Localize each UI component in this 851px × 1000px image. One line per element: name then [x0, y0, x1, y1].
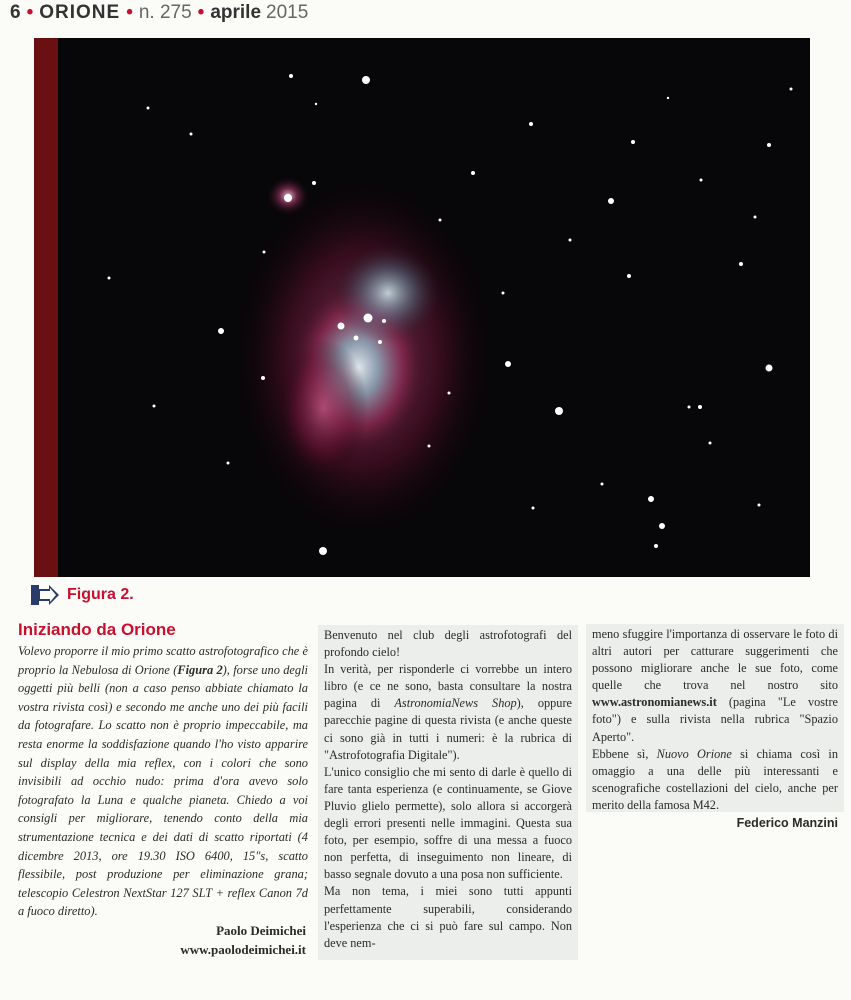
answer-paragraph: Ma non tema, i miei sono tutti appunti perfettamente superabili, considerando l'esperienza che ci si può fare sul campo. Non deve nem- [324, 884, 572, 950]
answer-text: (pagina "Le vostre foto") e sulla rivista nella rubrica "Spazio Aperto". [592, 695, 838, 744]
separator-dot: • [197, 2, 205, 23]
page-number: 6 [10, 2, 21, 23]
arrow-right-icon [31, 585, 59, 605]
separator-dot: • [26, 2, 34, 23]
letter-author: Paolo Deimichei [216, 922, 306, 938]
answer-paragraph [592, 626, 838, 746]
answer-column-2 [586, 624, 844, 831]
answer-text: Ebbene sì, [592, 746, 657, 761]
figure-caption-text: Figura 2. [67, 586, 134, 603]
issue-month: aprile [210, 2, 262, 23]
reader-letter [18, 620, 308, 959]
answer-text: meno sfuggire l'importanza di osservare le foto di altri autori per catturare suggerimenti che possono migliorare anche le sue foto, come quelle che trova nel nostro sito [592, 627, 838, 693]
letter-text-2: ), forse uno degli oggetti più belli (non a caso penso abbiate chiamato la vostra rivista così) e secondo me anche uno dei più facili da fotografare. Lo scatto non è proprio impeccabile, ma resta enorme la soddisfazione quando l'ho visto apparire sul display della mia reflex, con i colori che sono invisibili ad occhio nudo: prima d'ora avevo solo fotografato la Luna e qualche pianeta. Chiedo a voi consigli per migliorare, tenendo conto della mia strumentazione tecnica e dei dati di scatto riportati (4 dicembre 2013, ore 19.30 ISO 6400, 15"s, scatto flessibile, post produzione per eliminazione grana; telescopio Celestron NextStar 127 SLT + reflex Canon 7d a fuoco diretto). [18, 662, 308, 919]
nebula-photo-frame [34, 38, 810, 577]
answer-paragraph: L'unico consiglio che mi sento di darle è quello di fare tanta esperienza (e continuamente, se Giove Pluvio glielo permette), solo allora si accorgerà degli errori presenti nelle immagini. Questa sua foto, per esempio, soffre di una messa a fuoco non perfetta, di inseguimento non lineare, di basso segnale dovuto a una posa non sufficiente. [324, 764, 572, 882]
magazine-name: ORIONE [39, 2, 121, 23]
answer-text: ), oppure parecchie pagine di questa rivista (e anche queste ci sono già in tutti i numeri: è la rubrica di "Astrofotografia Digitale"). [324, 696, 572, 762]
photo-side-strip [34, 38, 58, 577]
answer-column-1 [318, 625, 578, 960]
issue-year: 2015 [266, 2, 309, 23]
answer-paragraph: Benvenuto nel club degli astrofotografi del profondo cielo! [324, 628, 572, 660]
answer-paragraph [324, 661, 572, 764]
magazine-reference: Nuovo Orione [656, 746, 732, 761]
issue-number: n. 275 [138, 2, 192, 23]
figure-reference: Figura 2 [177, 662, 223, 677]
answer-signature: Federico Manzini [736, 816, 838, 831]
answer-text: si chiama così in omaggio a una delle più interessanti e scenografiche costellazioni del cielo, anche per merito della famosa M42. [592, 746, 838, 812]
website-reference: www.astronomianews.it [592, 695, 717, 710]
letter-title: Iniziando da Orione [18, 620, 176, 639]
answer-text: In verità, per risponderle ci vorrebbe un intero libro (e ce ne sono, basta consultare la nostra pagina di [324, 662, 572, 711]
separator-dot: • [126, 2, 133, 23]
orion-nebula-photo [58, 38, 810, 577]
letter-text-1: Volevo proporre il mio primo scatto astrofotografico che è proprio la Nebulosa di Orione ( [18, 644, 308, 677]
shop-reference: AstronomiaNews Shop [394, 696, 517, 711]
page-header [10, 2, 308, 26]
letter-website: www.paolodeimichei.it [180, 941, 306, 957]
letter-body [18, 642, 308, 921]
figure-caption [31, 584, 134, 606]
answer-paragraph [592, 746, 838, 814]
